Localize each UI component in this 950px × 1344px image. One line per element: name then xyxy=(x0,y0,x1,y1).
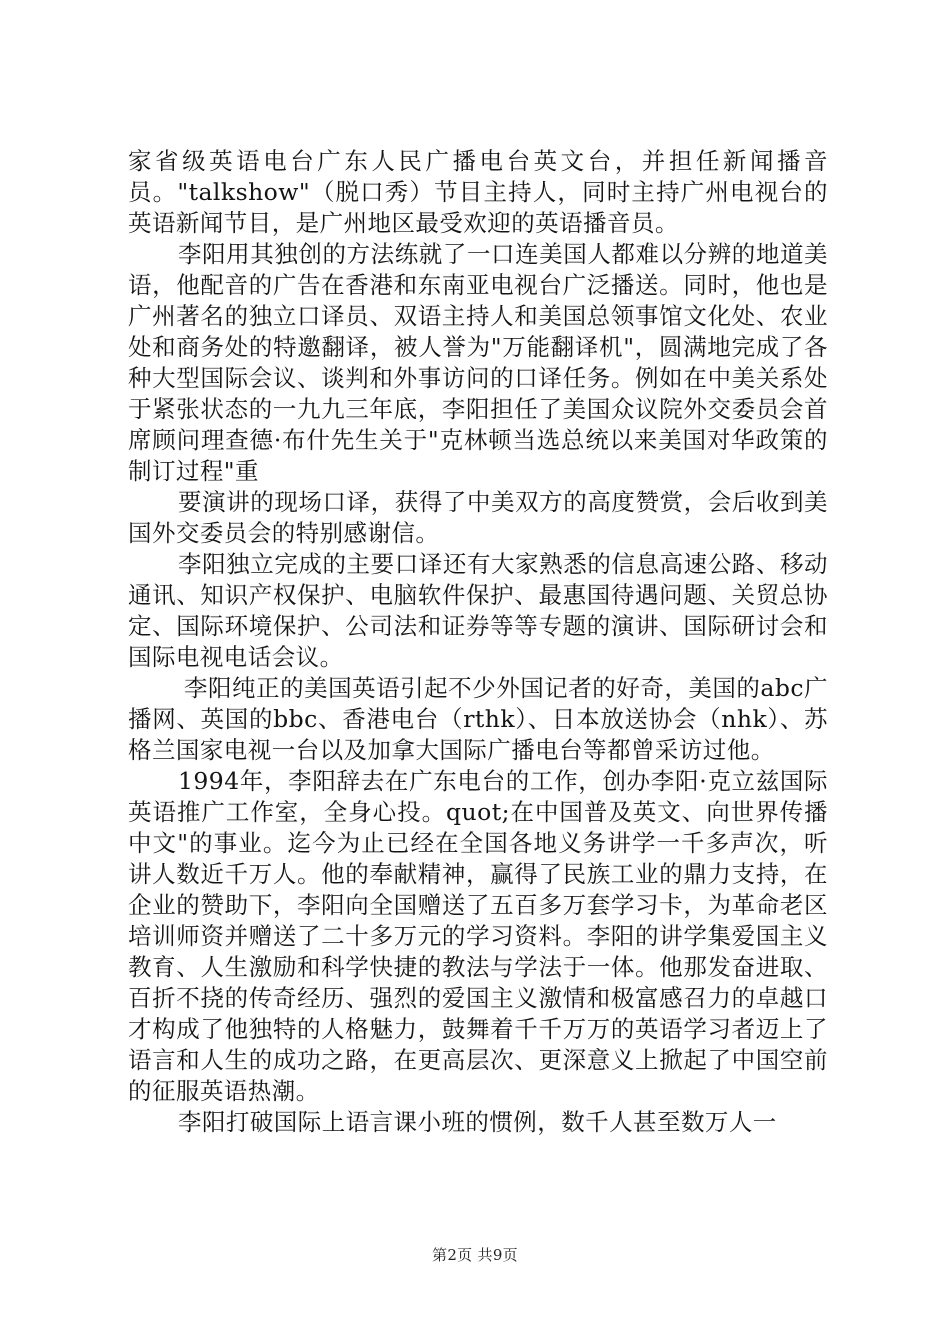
paragraph-1: 家省级英语电台广东人民广播电台英文台，并担任新闻播音员。"talkshow"（脱口秀）节目主持人，同时主持广州电视台的英语新闻节目，是广州地区最受欢迎的英语播音员。 xyxy=(128,147,828,237)
paragraph-2: 李阳用其独创的方法练就了一口连美国人都难以分辨的地道美语，他配音的广告在香港和东南亚电视台广泛播送。同时，他也是广州著名的独立口译员、双语主持人和美国总领事馆文化处、农业处和商务处的特邀翻译，被人誉为"万能翻译机"，圆满地完成了各种大型国际会议、谈判和外事访问的口译任务。例如在中美关系处于紧张状态的一九九三年底，李阳担任了美国众议院外交委员会首席顾问理查德·布什先生关于"克林顿当选总统以来美国对华政策的制订过程"重 xyxy=(128,240,828,485)
paragraph-7: 李阳打破国际上语言课小班的惯例，数千人甚至数万人一 xyxy=(178,1108,777,1136)
page-number-footer: 第2页 共9页 xyxy=(432,1246,518,1264)
paragraph-4: 李阳独立完成的主要口译还有大家熟悉的信息高速公路、移动通讯、知识产权保护、电脑软件保护、最惠国待遇问题、关贸总协定、国际环境保护、公司法和证券等等专题的演讲、国际研讨会和国际电视电话会议。 xyxy=(128,550,828,671)
document-body xyxy=(128,146,828,1138)
paragraph-3: 要演讲的现场口译，获得了中美双方的高度赞赏，会后收到美国外交委员会的特别感谢信。 xyxy=(128,488,828,547)
paragraph-6: 1994年，李阳辞去在广东电台的工作，创办李阳·克立兹国际英语推广工作室，全身心投。quot;在中国普及英文、向世界传播中文"的事业。迄今为止已经在全国各地义务讲学一千多声次，听讲人数近千万人。他的奉献精神，赢得了民族工业的鼎力支持，在企业的赞助下，李阳向全国赠送了五百多万套学习卡，为革命老区培训师资并赠送了二十多万元的学习资料。李阳的讲学集爱国主义教育、人生激励和科学快捷的教法与学法于一体。他那发奋进取、百折不挠的传奇经历、强烈的爱国主义激情和极富感召力的卓越口才构成了他独特的人格魅力，鼓舞着千千万万的英语学习者迈上了语言和人生的成功之路，在更高层次、更深意义上掀起了中国空前的征服英语热潮。 xyxy=(128,767,828,1105)
paragraph-5: 李阳纯正的美国英语引起不少外国记者的好奇，美国的abc广播网、英国的bbc、香港电台（rthk）、日本放送协会（nhk）、苏格兰国家电视一台以及加拿大国际广播电台等都曾采访过他。 xyxy=(128,674,828,764)
